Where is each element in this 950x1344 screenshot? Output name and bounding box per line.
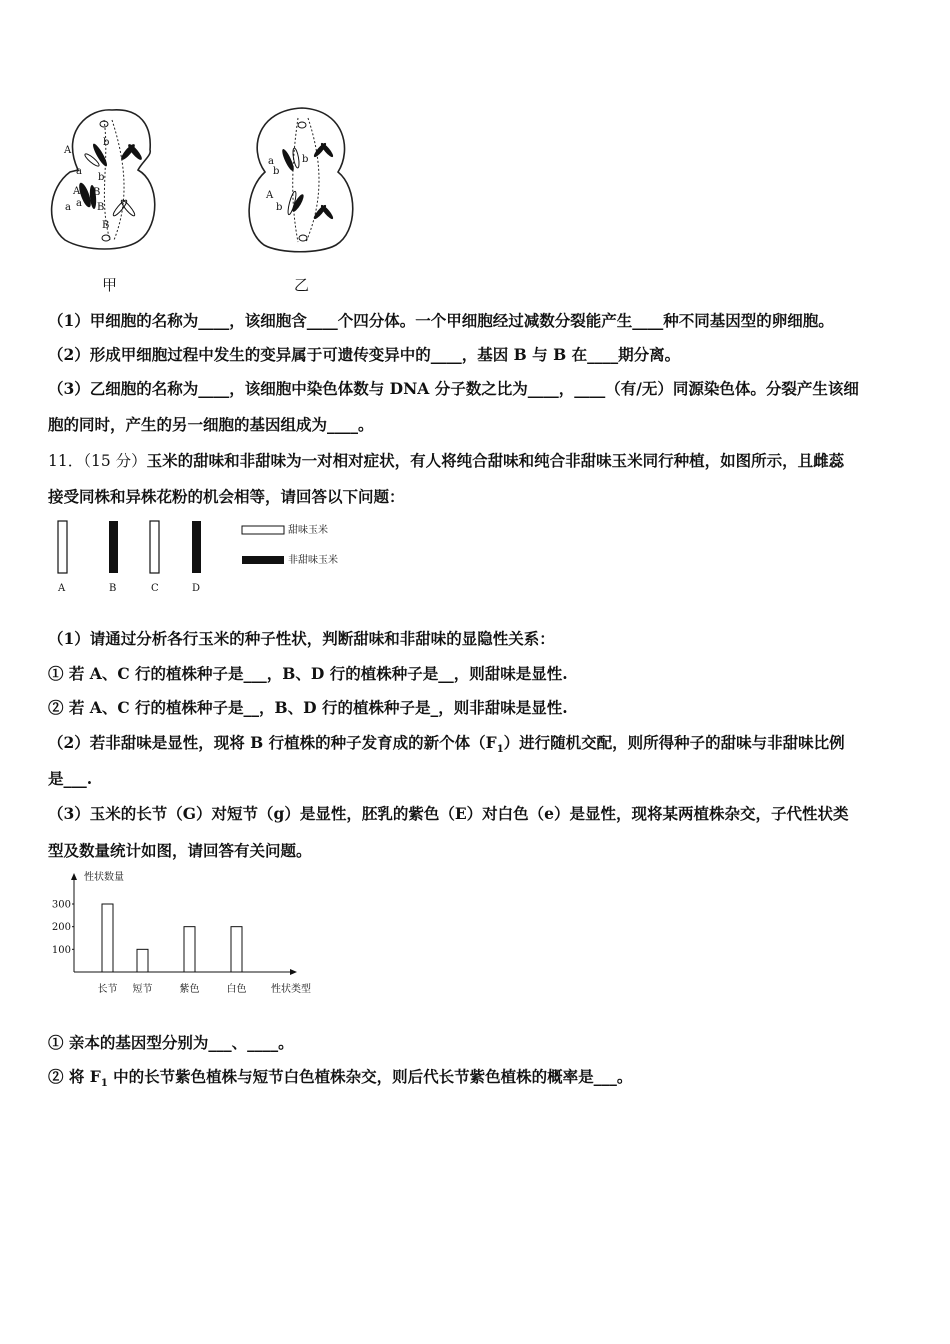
q11-s1-i: ① 若 A、C 行的植株种子是___，B、D 行的植株种子是__，则甜味是显性.	[48, 664, 568, 683]
gene-label-a2: a	[76, 166, 82, 177]
row-label-c: C	[151, 583, 159, 594]
legend-nonsweet-swatch	[242, 556, 284, 564]
chart-y-tick-label: 200	[51, 922, 71, 934]
gene-label-b4: A	[266, 190, 274, 201]
q11-s2-line2: 是___.	[48, 769, 93, 788]
gene-label-b5: b	[276, 202, 283, 213]
chart-x-tick-label: 长节	[97, 984, 118, 995]
row-label-b: B	[109, 583, 117, 594]
chart-x-tick-label: 白色	[226, 984, 247, 995]
q11-intro-line2: 接受同株和异株花粉的机会相等，请回答以下问题：	[48, 487, 405, 506]
row-a-bar	[58, 521, 67, 573]
cell-division-figure	[40, 100, 370, 300]
legend-nonsweet-label: 非甜味玉米	[288, 555, 338, 566]
gene-label-a3: b	[103, 137, 110, 148]
row-c-bar	[150, 521, 159, 573]
chart-y-arrow	[71, 873, 77, 880]
q11-s2-pre: （2）若非甜味是显性，现将 B 行植株的种子发育成的新个体（F	[48, 733, 497, 752]
chart-bar	[102, 904, 113, 972]
q10-part3-line2: 胞的同时，产生的另一细胞的基因组成为____。	[48, 415, 374, 434]
gene-label-a10: B	[102, 220, 110, 231]
chart-bar	[137, 949, 148, 972]
q11-answer2-pre: ② 将 F	[48, 1067, 101, 1086]
q10-part1: （1）甲细胞的名称为____，该细胞含____个四分体。一个甲细胞经过减数分裂能产生____种不同基因型的卵细胞。	[48, 311, 834, 330]
trait-bar-chart	[48, 868, 328, 998]
q11-answer2-sub: 1	[100, 1078, 108, 1090]
chart-x-tick-label: 短节	[132, 984, 153, 995]
cell-yi-caption: 乙	[294, 276, 310, 294]
corn-rows-figure	[50, 515, 360, 600]
cell-jia-caption: 甲	[102, 276, 118, 294]
gene-label-a1: A	[64, 145, 72, 156]
gene-label-a6: a	[76, 198, 82, 209]
chart-x-tick-label: 紫色	[179, 984, 200, 995]
chart-y-tick-label: 300	[51, 899, 71, 911]
chart-y-label: 性状数量	[84, 872, 124, 883]
q11-s1: （1）请通过分析各行玉米的种子性状，判断甜味和非甜味的显隐性关系：	[48, 629, 555, 648]
q11-answer2-post: 中的长节紫色植株与短节白色植株杂交，则后代长节紫色植株的概率是___。	[107, 1067, 633, 1086]
gene-label-a7: a	[65, 202, 71, 213]
q11-s2-sub: 1	[496, 744, 504, 756]
gene-label-a5: A	[73, 186, 81, 197]
legend-sweet-swatch	[242, 526, 284, 534]
q11-intro-text: 玉米的甜味和非甜味为一对相对症状，有人将纯合甜味和纯合非甜味玉米同行种植，如图所示，且雌蕊	[146, 451, 845, 470]
q11-answer2	[48, 1066, 910, 1095]
q10-part3-line1: （3）乙细胞的名称为____，该细胞中染色体数与 DNA 分子数之比为____，____（有/无）同源染色体。分裂产生该细	[48, 379, 859, 398]
chart-bar	[231, 927, 242, 972]
q11-s2-line1	[48, 732, 910, 761]
chart-x-arrow	[290, 969, 297, 975]
cell-yi-drawing	[249, 108, 353, 252]
q11-s3-line1: （3）玉米的长节（G）对短节（g）是显性，胚乳的紫色（E）对白色（e）是显性，现将某两植株杂交，子代性状类	[48, 804, 849, 823]
legend-sweet-label: 甜味玉米	[288, 525, 328, 536]
chart-x-label: 性状类型	[271, 984, 311, 995]
row-d-bar	[192, 521, 201, 573]
gene-label-b3: b	[302, 154, 309, 165]
row-label-a: A	[58, 583, 66, 594]
q11-answer1: ① 亲本的基因型分别为___、____。	[48, 1033, 294, 1052]
gene-label-b2: b	[273, 166, 280, 177]
q11-s2-post: ）进行随机交配，则所得种子的甜味与非甜味比例	[503, 733, 845, 752]
q11-intro-line1	[48, 450, 910, 472]
q10-part2: （2）形成甲细胞过程中发生的变异属于可遗传变异中的____，基因 B 与 B 在____期分离。	[48, 345, 681, 364]
chart-y-tick-label: 100	[51, 944, 71, 956]
row-b-bar	[109, 521, 118, 573]
chart-bar	[184, 927, 195, 972]
q11-s1-ii: ② 若 A、C 行的植株种子是__，B、D 行的植株种子是_，则非甜味是显性.	[48, 698, 568, 717]
q11-number: 11．（15 分）	[48, 452, 147, 470]
gene-label-a8: B	[93, 187, 101, 198]
row-label-d: D	[192, 583, 201, 594]
gene-label-a9: B	[97, 202, 105, 213]
gene-label-a4: b	[98, 172, 105, 183]
gene-label-b1: a	[268, 156, 274, 167]
q11-s3-line2: 型及数量统计如图，请回答有关问题。	[48, 841, 312, 860]
